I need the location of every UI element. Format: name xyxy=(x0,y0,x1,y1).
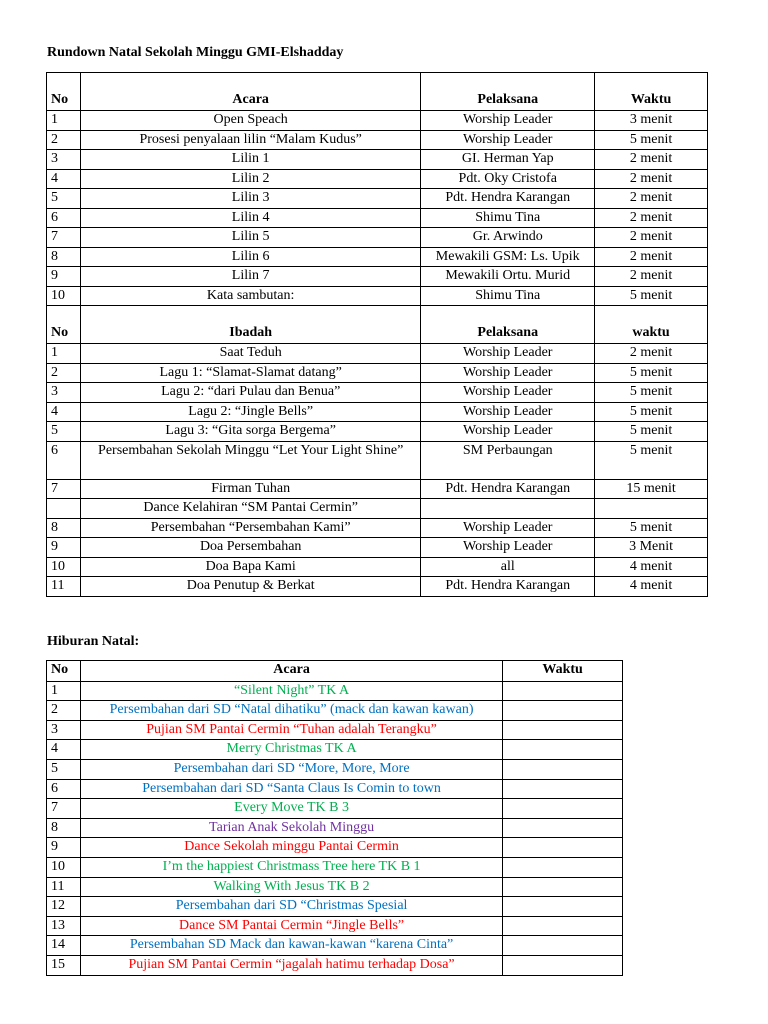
column-header: Acara xyxy=(80,661,502,682)
acara-cell: Lilin 5 xyxy=(80,228,420,248)
hiburan-table xyxy=(46,660,623,976)
column-header: Pelaksana xyxy=(421,73,595,111)
waktu-cell xyxy=(503,799,623,819)
pelaksana-cell: SM Perbaungan xyxy=(421,441,595,479)
table-row xyxy=(47,701,623,721)
no-cell: 8 xyxy=(47,818,81,838)
table-row xyxy=(47,740,623,760)
waktu-cell xyxy=(503,681,623,701)
acara-cell: Open Speach xyxy=(80,111,420,131)
table-row xyxy=(47,169,708,189)
table-row xyxy=(47,577,708,597)
column-header: Pelaksana xyxy=(421,306,595,344)
no-cell: 6 xyxy=(47,779,81,799)
waktu-cell: 3 Menit xyxy=(595,538,708,558)
no-cell: 9 xyxy=(47,538,81,558)
acara-cell: Merry Christmas TK A xyxy=(80,740,502,760)
waktu-cell xyxy=(503,740,623,760)
acara-cell: Lilin 1 xyxy=(80,150,420,170)
waktu-cell: 5 menit xyxy=(595,286,708,306)
table-row xyxy=(47,208,708,228)
no-cell: 7 xyxy=(47,479,81,499)
pelaksana-cell: Worship Leader xyxy=(421,130,595,150)
acara-cell: Kata sambutan: xyxy=(80,286,420,306)
pelaksana-cell: Mewakili GSM: Ls. Upik xyxy=(421,247,595,267)
acara-cell: Doa Persembahan xyxy=(80,538,420,558)
no-cell: 6 xyxy=(47,441,81,479)
acara-cell: Lagu 3: “Gita sorga Bergema” xyxy=(80,422,420,442)
waktu-cell xyxy=(503,838,623,858)
acara-cell: Pujian SM Pantai Cermin “jagalah hatimu terhadap Dosa” xyxy=(80,955,502,975)
table-row xyxy=(47,499,708,519)
no-cell: 13 xyxy=(47,916,81,936)
table-row xyxy=(47,130,708,150)
table-row xyxy=(47,720,623,740)
no-cell: 2 xyxy=(47,363,81,383)
acara-cell: Dance Kelahiran “SM Pantai Cermin” xyxy=(80,499,420,519)
acara-cell: Lilin 2 xyxy=(80,169,420,189)
table-row xyxy=(47,897,623,917)
no-cell: 1 xyxy=(47,111,81,131)
acara-cell: Lilin 7 xyxy=(80,267,420,287)
table-row xyxy=(47,267,708,287)
table-row xyxy=(47,538,708,558)
acara-cell: Doa Penutup & Berkat xyxy=(80,577,420,597)
table-row xyxy=(47,441,708,479)
no-cell: 3 xyxy=(47,150,81,170)
column-header: Waktu xyxy=(595,73,708,111)
table-row xyxy=(47,363,708,383)
page-title: Rundown Natal Sekolah Minggu GMI-Elshadday xyxy=(47,45,344,60)
waktu-cell: 5 menit xyxy=(595,130,708,150)
table-row xyxy=(47,286,708,306)
table-row xyxy=(47,557,708,577)
table-row xyxy=(47,247,708,267)
no-cell: 10 xyxy=(47,557,81,577)
acara-cell: Persembahan Sekolah Minggu “Let Your Light Shine” xyxy=(80,441,420,479)
table-row xyxy=(47,422,708,442)
waktu-cell xyxy=(503,701,623,721)
pelaksana-cell: Worship Leader xyxy=(421,422,595,442)
no-cell: 7 xyxy=(47,799,81,819)
no-cell: 1 xyxy=(47,344,81,364)
pelaksana-cell: Worship Leader xyxy=(421,402,595,422)
no-cell: 5 xyxy=(47,189,81,209)
table-row xyxy=(47,779,623,799)
acara-cell: Lilin 3 xyxy=(80,189,420,209)
no-cell: 7 xyxy=(47,228,81,248)
column-header: waktu xyxy=(595,306,708,344)
section2-header-row xyxy=(47,306,708,344)
acara-cell: Dance SM Pantai Cermin “Jingle Bells” xyxy=(80,916,502,936)
acara-cell: Persembahan SD Mack dan kawan-kawan “karena Cinta” xyxy=(80,936,502,956)
acara-cell: Firman Tuhan xyxy=(80,479,420,499)
no-cell: 1 xyxy=(47,681,81,701)
table-row xyxy=(47,479,708,499)
pelaksana-cell: Worship Leader xyxy=(421,111,595,131)
acara-cell: Persembahan dari SD “Christmas Spesial xyxy=(80,897,502,917)
pelaksana-cell: Worship Leader xyxy=(421,383,595,403)
no-cell: 14 xyxy=(47,936,81,956)
table-row xyxy=(47,150,708,170)
waktu-cell: 3 menit xyxy=(595,111,708,131)
waktu-cell: 5 menit xyxy=(595,518,708,538)
no-cell: 5 xyxy=(47,759,81,779)
table-row xyxy=(47,228,708,248)
pelaksana-cell: Shimu Tina xyxy=(421,286,595,306)
acara-cell: Lagu 1: “Slamat-Slamat datang” xyxy=(80,363,420,383)
pelaksana-cell: Worship Leader xyxy=(421,538,595,558)
acara-cell: Every Move TK B 3 xyxy=(80,799,502,819)
waktu-cell xyxy=(503,877,623,897)
waktu-cell xyxy=(503,857,623,877)
pelaksana-cell: GI. Herman Yap xyxy=(421,150,595,170)
waktu-cell xyxy=(503,897,623,917)
column-header: No xyxy=(47,306,81,344)
pelaksana-cell: Worship Leader xyxy=(421,344,595,364)
no-cell: 2 xyxy=(47,130,81,150)
waktu-cell: 2 menit xyxy=(595,247,708,267)
table-row xyxy=(47,916,623,936)
table-row xyxy=(47,402,708,422)
pelaksana-cell: Worship Leader xyxy=(421,518,595,538)
table-row xyxy=(47,681,623,701)
column-header: Acara xyxy=(80,73,420,111)
column-header: Ibadah xyxy=(80,306,420,344)
hiburan-title: Hiburan Natal: xyxy=(47,634,140,649)
acara-cell: Doa Bapa Kami xyxy=(80,557,420,577)
acara-cell: Persembahan “Persembahan Kami” xyxy=(80,518,420,538)
no-cell: 11 xyxy=(47,877,81,897)
no-cell: 3 xyxy=(47,383,81,403)
no-cell: 8 xyxy=(47,247,81,267)
pelaksana-cell: Worship Leader xyxy=(421,363,595,383)
no-cell: 4 xyxy=(47,402,81,422)
waktu-cell: 5 menit xyxy=(595,383,708,403)
waktu-cell xyxy=(503,779,623,799)
waktu-cell xyxy=(503,916,623,936)
acara-cell: Tarian Anak Sekolah Minggu xyxy=(80,818,502,838)
hiburan-header-row xyxy=(47,661,623,682)
no-cell: 9 xyxy=(47,838,81,858)
table-row xyxy=(47,799,623,819)
table-row xyxy=(47,518,708,538)
column-header: Waktu xyxy=(503,661,623,682)
waktu-cell: 5 menit xyxy=(595,363,708,383)
acara-cell: Persembahan dari SD “Natal dihatiku” (mack dan kawan kawan) xyxy=(80,701,502,721)
acara-cell: Lagu 2: “dari Pulau dan Benua” xyxy=(80,383,420,403)
column-header: No xyxy=(47,73,81,111)
acara-cell: Prosesi penyalaan lilin “Malam Kudus” xyxy=(80,130,420,150)
table-row xyxy=(47,877,623,897)
no-cell: 6 xyxy=(47,208,81,228)
waktu-cell xyxy=(503,720,623,740)
pelaksana-cell xyxy=(421,499,595,519)
no-cell: 11 xyxy=(47,577,81,597)
pelaksana-cell: Mewakili Ortu. Murid xyxy=(421,267,595,287)
acara-cell: Persembahan dari SD “Santa Claus Is Comin to town xyxy=(80,779,502,799)
acara-cell: Lilin 6 xyxy=(80,247,420,267)
waktu-cell: 5 menit xyxy=(595,422,708,442)
waktu-cell xyxy=(595,499,708,519)
acara-cell: “Silent Night” TK A xyxy=(80,681,502,701)
no-cell: 15 xyxy=(47,955,81,975)
no-cell: 4 xyxy=(47,740,81,760)
acara-cell: Lagu 2: “Jingle Bells” xyxy=(80,402,420,422)
acara-cell: I’m the happiest Christmass Tree here TK B 1 xyxy=(80,857,502,877)
table-row xyxy=(47,759,623,779)
waktu-cell: 15 menit xyxy=(595,479,708,499)
no-cell xyxy=(47,499,81,519)
table-row xyxy=(47,383,708,403)
pelaksana-cell: Gr. Arwindo xyxy=(421,228,595,248)
waktu-cell: 2 menit xyxy=(595,344,708,364)
acara-cell: Persembahan dari SD “More, More, More xyxy=(80,759,502,779)
table-row xyxy=(47,344,708,364)
table-row xyxy=(47,189,708,209)
table-row xyxy=(47,111,708,131)
waktu-cell: 2 menit xyxy=(595,228,708,248)
waktu-cell: 2 menit xyxy=(595,189,708,209)
no-cell: 2 xyxy=(47,701,81,721)
pelaksana-cell: all xyxy=(421,557,595,577)
waktu-cell: 2 menit xyxy=(595,169,708,189)
table-row xyxy=(47,857,623,877)
waktu-cell xyxy=(503,955,623,975)
no-cell: 12 xyxy=(47,897,81,917)
acara-cell: Lilin 4 xyxy=(80,208,420,228)
no-cell: 9 xyxy=(47,267,81,287)
pelaksana-cell: Pdt. Hendra Karangan xyxy=(421,479,595,499)
waktu-cell: 2 menit xyxy=(595,208,708,228)
section1-header-row xyxy=(47,73,708,111)
acara-cell: Saat Teduh xyxy=(80,344,420,364)
pelaksana-cell: Pdt. Hendra Karangan xyxy=(421,189,595,209)
no-cell: 8 xyxy=(47,518,81,538)
no-cell: 4 xyxy=(47,169,81,189)
waktu-cell xyxy=(503,759,623,779)
acara-cell: Pujian SM Pantai Cermin “Tuhan adalah Terangku” xyxy=(80,720,502,740)
waktu-cell: 2 menit xyxy=(595,267,708,287)
rundown-table xyxy=(46,72,708,597)
waktu-cell xyxy=(503,936,623,956)
no-cell: 3 xyxy=(47,720,81,740)
table-row xyxy=(47,936,623,956)
table-row xyxy=(47,955,623,975)
waktu-cell xyxy=(503,818,623,838)
no-cell: 5 xyxy=(47,422,81,442)
waktu-cell: 2 menit xyxy=(595,150,708,170)
pelaksana-cell: Shimu Tina xyxy=(421,208,595,228)
pelaksana-cell: Pdt. Oky Cristofa xyxy=(421,169,595,189)
waktu-cell: 5 menit xyxy=(595,402,708,422)
acara-cell: Dance Sekolah minggu Pantai Cermin xyxy=(80,838,502,858)
pelaksana-cell: Pdt. Hendra Karangan xyxy=(421,577,595,597)
table-row xyxy=(47,838,623,858)
waktu-cell: 5 menit xyxy=(595,441,708,479)
column-header: No xyxy=(47,661,81,682)
no-cell: 10 xyxy=(47,857,81,877)
table-row xyxy=(47,818,623,838)
acara-cell: Walking With Jesus TK B 2 xyxy=(80,877,502,897)
waktu-cell: 4 menit xyxy=(595,577,708,597)
no-cell: 10 xyxy=(47,286,81,306)
waktu-cell: 4 menit xyxy=(595,557,708,577)
